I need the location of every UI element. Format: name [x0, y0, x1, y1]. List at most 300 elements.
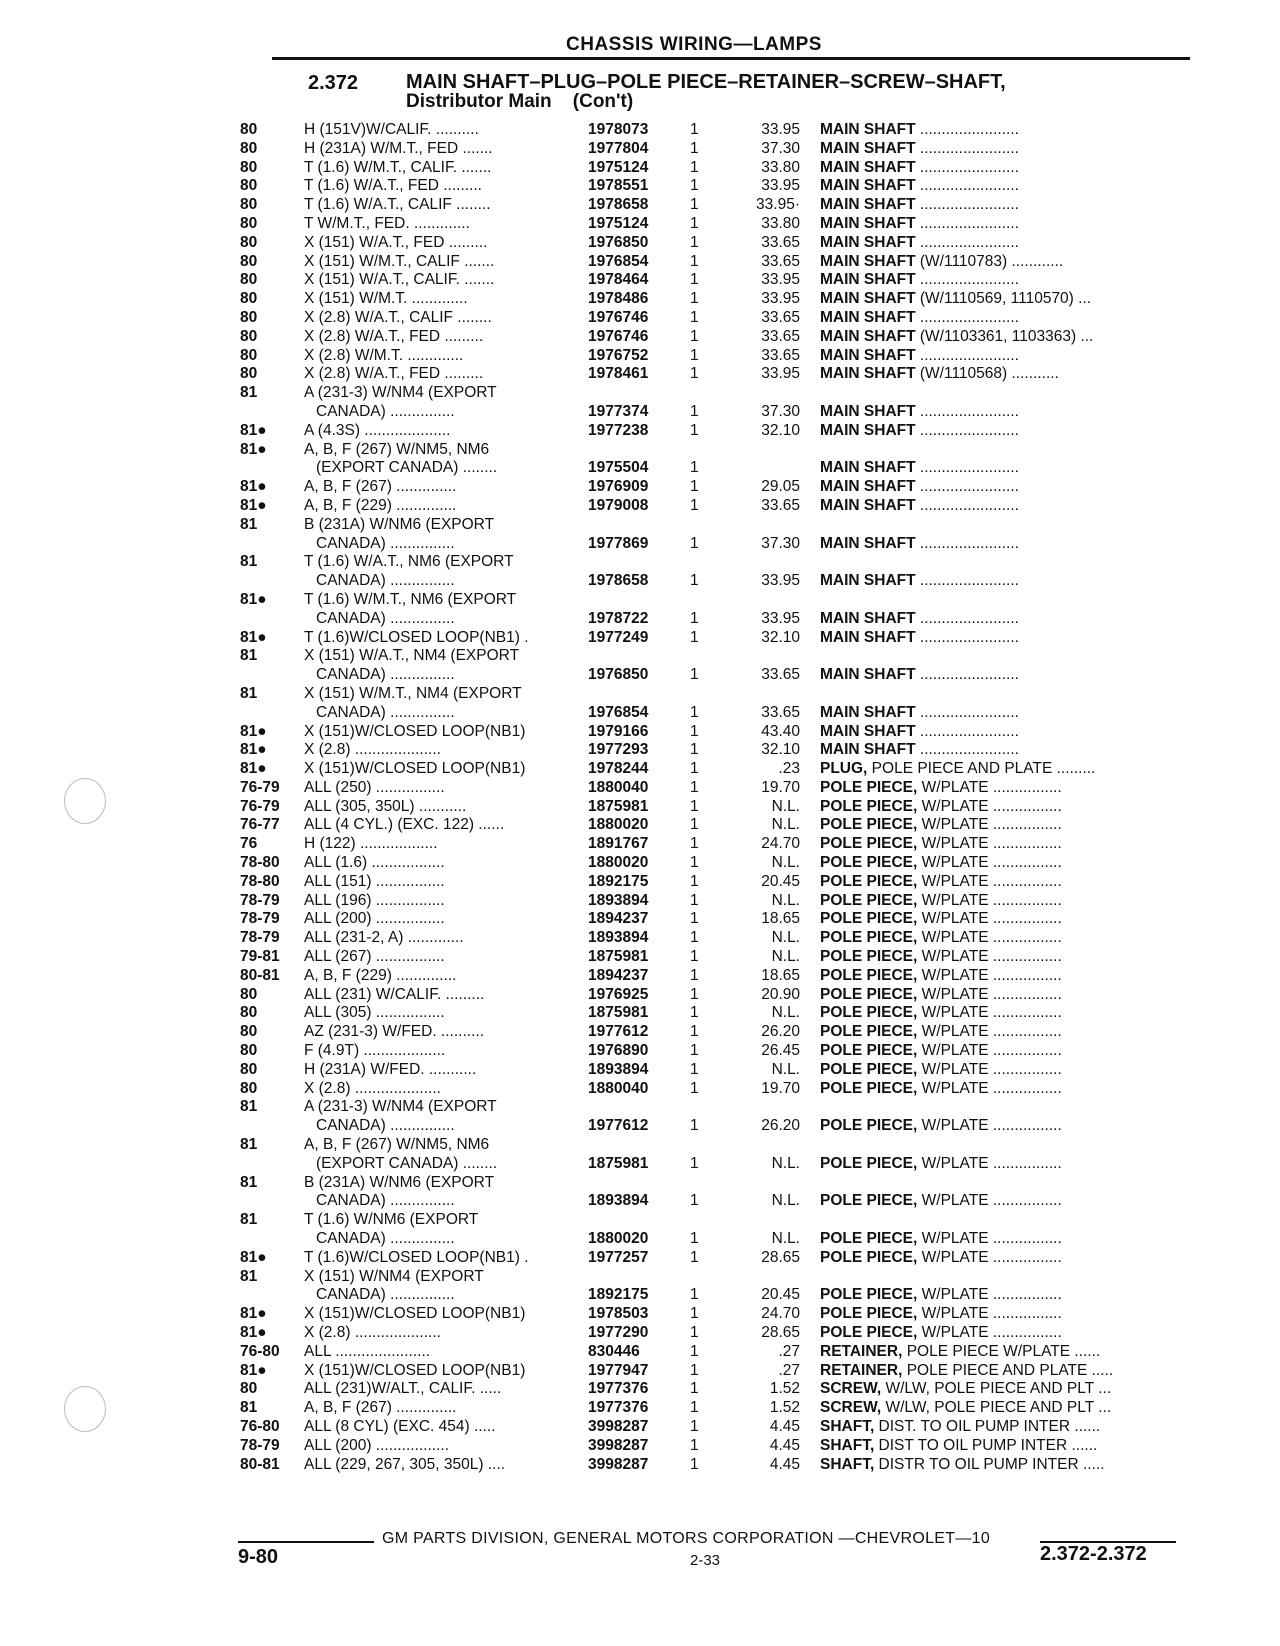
- part-name: MAIN SHAFT: [820, 402, 916, 420]
- application: X (151)W/CLOSED LOOP(NB1): [304, 1305, 526, 1323]
- model-year: 76: [240, 835, 258, 853]
- part-number: 1977238: [588, 421, 649, 439]
- description: [820, 798, 1062, 817]
- part-name: POLE PIECE,: [820, 1079, 918, 1097]
- part-detail: W/PLATE ................: [917, 1004, 1062, 1022]
- price: 33.65: [761, 496, 800, 514]
- part-name: MAIN SHAFT: [820, 609, 916, 627]
- model-year: 81: [240, 1211, 258, 1229]
- table-row: [0, 666, 1280, 685]
- price: .27: [778, 1342, 800, 1360]
- part-name: POLE PIECE,: [820, 1230, 918, 1248]
- application: CANADA) ...............: [316, 572, 455, 590]
- model-year: 80: [240, 1023, 258, 1041]
- price: 33.95: [761, 290, 800, 308]
- quantity: 1: [690, 835, 699, 853]
- part-number: 1977376: [588, 1380, 649, 1398]
- description: [820, 873, 1062, 892]
- part-number: 1975504: [588, 459, 649, 477]
- price: 19.70: [761, 778, 800, 796]
- model-year: 80: [240, 252, 258, 270]
- quantity: 1: [690, 1192, 699, 1210]
- part-number: 1875981: [588, 1004, 649, 1022]
- quantity: 1: [690, 985, 699, 1003]
- quantity: 1: [690, 1305, 699, 1323]
- model-year: 78-79: [240, 891, 280, 909]
- price: N.L.: [771, 929, 800, 947]
- table-row: [0, 723, 1280, 742]
- model-year: 78-79: [240, 1436, 280, 1454]
- table-row: [0, 572, 1280, 591]
- quantity: 1: [690, 816, 699, 834]
- part-name: POLE PIECE,: [820, 872, 918, 890]
- application: X (2.8) ....................: [304, 741, 441, 759]
- part-detail: W/PLATE ................: [917, 1154, 1062, 1172]
- model-year: 78-79: [240, 929, 280, 947]
- quantity: 1: [690, 1417, 699, 1435]
- part-number: 1880020: [588, 854, 649, 872]
- application: ALL (200) .................: [304, 1436, 450, 1454]
- part-name: MAIN SHAFT: [820, 478, 916, 496]
- part-name: RETAINER,: [820, 1342, 903, 1360]
- price: N.L.: [771, 797, 800, 815]
- table-row: [0, 459, 1280, 478]
- model-year: 81: [240, 515, 258, 533]
- quantity: 1: [690, 121, 699, 138]
- part-detail: .......................: [915, 308, 1019, 326]
- part-detail: W/PLATE ................: [917, 948, 1062, 966]
- model-year: 80: [240, 271, 258, 289]
- part-name: SCREW,: [820, 1399, 882, 1417]
- application: X (2.8) W/A.T., FED .........: [304, 365, 484, 383]
- part-number: 1978464: [588, 271, 649, 289]
- part-detail: W/PLATE ................: [917, 872, 1062, 890]
- quantity: 1: [690, 1436, 699, 1454]
- application: A, B, F (229) ..............: [304, 966, 457, 984]
- part-detail: W/PLATE ................: [917, 854, 1062, 872]
- part-detail: (W/1110569, 1110570) ...: [915, 290, 1092, 308]
- part-number: 1893894: [588, 1192, 649, 1210]
- application: T (1.6) W/A.T., NM6 (EXPORT: [304, 553, 514, 571]
- description: [820, 1362, 1113, 1381]
- application: X (151) W/M.T., NM4 (EXPORT: [304, 684, 522, 702]
- model-year: 76-80: [240, 1417, 280, 1435]
- part-detail: W/PLATE ................: [917, 1324, 1062, 1341]
- part-number: 1892175: [588, 872, 649, 890]
- table-row: [0, 516, 1280, 535]
- application: A, B, F (267) W/NM5, NM6: [304, 440, 490, 458]
- quantity: 1: [690, 327, 699, 345]
- price: 33.65: [761, 308, 800, 326]
- part-number: 1978658: [588, 196, 649, 214]
- part-detail: DIST TO OIL PUMP INTER ......: [874, 1436, 1098, 1454]
- model-year: 80: [240, 196, 258, 214]
- quantity: 1: [690, 196, 699, 214]
- price: 29.05: [761, 478, 800, 496]
- part-detail: W/PLATE ................: [917, 1286, 1062, 1304]
- table-row: [0, 1286, 1280, 1305]
- table-row: [0, 215, 1280, 234]
- application: ALL (229, 267, 305, 350L) ....: [304, 1455, 506, 1473]
- application: X (151) W/A.T., FED .........: [304, 233, 488, 251]
- model-year: 80: [240, 158, 258, 176]
- header-rule: [272, 57, 1190, 60]
- part-detail: W/PLATE ................: [917, 1305, 1062, 1323]
- part-name: POLE PIECE,: [820, 948, 918, 966]
- price: N.L.: [771, 1004, 800, 1022]
- table-row: [0, 629, 1280, 648]
- application: T W/M.T., FED. .............: [304, 214, 470, 232]
- part-detail: W/PLATE ................: [917, 835, 1062, 853]
- model-year: 81: [240, 553, 258, 571]
- application: X (151) W/A.T., CALIF. .......: [304, 271, 495, 289]
- application: T (1.6) W/A.T., CALIF ........: [304, 196, 491, 214]
- model-year: 81: [240, 1399, 258, 1417]
- quantity: 1: [690, 534, 699, 552]
- model-year: 80-81: [240, 966, 280, 984]
- part-detail: .......................: [915, 158, 1019, 176]
- description: [820, 234, 1019, 253]
- table-row: [0, 1230, 1280, 1249]
- application: ALL (250) ................: [304, 778, 445, 796]
- part-name: MAIN SHAFT: [820, 177, 916, 195]
- price: 33.65: [761, 233, 800, 251]
- quantity: 1: [690, 966, 699, 984]
- description: [820, 1380, 1111, 1399]
- section-title-line2: Distributor Main (Con't): [406, 91, 634, 112]
- application: ALL (4 CYL.) (EXC. 122) ......: [304, 816, 505, 834]
- description: [820, 910, 1062, 929]
- description: [820, 723, 1019, 742]
- table-row: [0, 704, 1280, 723]
- description: [820, 1023, 1062, 1042]
- part-detail: W/PLATE ................: [917, 910, 1062, 928]
- price: 1.52: [769, 1399, 800, 1417]
- quantity: 1: [690, 609, 699, 627]
- table-row: [0, 403, 1280, 422]
- footer-date-code: 9-80: [238, 1546, 279, 1568]
- application: CANADA) ...............: [316, 703, 455, 721]
- application: A, B, F (267) W/NM5, NM6: [304, 1136, 490, 1154]
- application: X (2.8) W/A.T., CALIF ........: [304, 308, 492, 326]
- quantity: 1: [690, 459, 699, 477]
- part-name: POLE PIECE,: [820, 891, 918, 909]
- part-number: 1976890: [588, 1042, 649, 1060]
- model-year: 80: [240, 177, 258, 195]
- part-number: 1976746: [588, 327, 649, 345]
- part-detail: .......................: [915, 177, 1019, 195]
- model-year: 80: [240, 308, 258, 326]
- part-number: 1978658: [588, 572, 649, 590]
- description: [820, 1155, 1062, 1174]
- part-number: 1891767: [588, 835, 649, 853]
- description: [820, 1286, 1062, 1305]
- description: [820, 892, 1062, 911]
- model-year: 80-81: [240, 1455, 280, 1473]
- quantity: 1: [690, 271, 699, 289]
- section-title-line1: MAIN SHAFT–PLUG–POLE PIECE–RETAINER–SCREW–SHAFT,: [406, 71, 1006, 93]
- application: ALL (267) ................: [304, 948, 445, 966]
- part-detail: .......................: [915, 609, 1019, 627]
- description: [820, 666, 1019, 685]
- part-name: POLE PIECE,: [820, 1004, 918, 1022]
- application: H (231A) W/M.T., FED .......: [304, 139, 493, 157]
- table-row: [0, 347, 1280, 366]
- table-row: [0, 854, 1280, 873]
- table-row: [0, 1117, 1280, 1136]
- application: B (231A) W/NM6 (EXPORT: [304, 515, 495, 533]
- price: 20.45: [761, 872, 800, 890]
- description: [820, 1230, 1062, 1249]
- part-detail: W/PLATE ................: [917, 1060, 1062, 1078]
- footer-page-number: 2-33: [690, 1552, 721, 1569]
- price: 43.40: [761, 722, 800, 740]
- part-name: POLE PIECE,: [820, 835, 918, 853]
- model-year: 80: [240, 1042, 258, 1060]
- price: 37.30: [761, 402, 800, 420]
- table-row: [0, 929, 1280, 948]
- application: ALL (200) ................: [304, 910, 445, 928]
- quantity: 1: [690, 1154, 699, 1172]
- description: [820, 967, 1062, 986]
- application: AZ (231-3) W/FED. ..........: [304, 1023, 484, 1041]
- application: X (2.8) W/M.T. .............: [304, 346, 464, 364]
- part-detail: .......................: [915, 628, 1019, 646]
- description: [820, 948, 1062, 967]
- parts-list: [0, 121, 1280, 1474]
- price: 26.45: [761, 1042, 800, 1060]
- part-detail: W/PLATE ................: [917, 966, 1062, 984]
- description: [820, 215, 1019, 234]
- model-year: 80: [240, 327, 258, 345]
- quantity: 1: [690, 948, 699, 966]
- model-year: 81●: [240, 722, 267, 740]
- application: X (151) W/M.T., CALIF .......: [304, 252, 495, 270]
- description: [820, 816, 1062, 835]
- model-year: 80: [240, 346, 258, 364]
- application: H (122) ..................: [304, 835, 438, 853]
- price: 33.95: [761, 271, 800, 289]
- price: 33.65: [761, 703, 800, 721]
- part-name: MAIN SHAFT: [820, 534, 916, 552]
- application: A, B, F (267) ..............: [304, 1399, 457, 1417]
- part-name: MAIN SHAFT: [820, 421, 916, 439]
- description: [820, 328, 1093, 347]
- application: T (1.6) W/NM6 (EXPORT: [304, 1211, 479, 1229]
- price: 1.52: [769, 1380, 800, 1398]
- model-year: 81: [240, 1098, 258, 1116]
- section-number: 2.372: [308, 72, 359, 94]
- part-name: POLE PIECE,: [820, 985, 918, 1003]
- application: CANADA) ...............: [316, 609, 455, 627]
- table-row: [0, 967, 1280, 986]
- table-row: [0, 591, 1280, 610]
- price: 37.30: [761, 139, 800, 157]
- part-name: MAIN SHAFT: [820, 196, 916, 214]
- footer-rule-left: [238, 1541, 374, 1543]
- part-number: 3998287: [588, 1436, 649, 1454]
- description: [820, 704, 1019, 723]
- description: [820, 572, 1019, 591]
- price: 4.45: [769, 1417, 800, 1435]
- model-year: 76-79: [240, 778, 280, 796]
- application: ALL (305) ................: [304, 1004, 445, 1022]
- description: [820, 1042, 1062, 1061]
- price: N.L.: [771, 891, 800, 909]
- part-name: MAIN SHAFT: [820, 121, 916, 138]
- price: .23: [778, 760, 800, 778]
- model-year: 78-79: [240, 910, 280, 928]
- quantity: 1: [690, 797, 699, 815]
- application: T (1.6) W/M.T., NM6 (EXPORT: [304, 590, 517, 608]
- price: 33.65: [761, 346, 800, 364]
- model-year: 81: [240, 647, 258, 665]
- part-detail: .......................: [915, 421, 1019, 439]
- table-row: [0, 1080, 1280, 1099]
- model-year: 78-80: [240, 872, 280, 890]
- table-row: [0, 177, 1280, 196]
- table-row: [0, 309, 1280, 328]
- quantity: 1: [690, 1342, 699, 1360]
- part-detail: W/PLATE ................: [917, 1117, 1062, 1135]
- table-row: [0, 610, 1280, 629]
- price: 26.20: [761, 1117, 800, 1135]
- part-detail: W/PLATE ................: [917, 778, 1062, 796]
- part-name: MAIN SHAFT: [820, 308, 916, 326]
- part-number: 1894237: [588, 966, 649, 984]
- description: [820, 854, 1062, 873]
- part-name: MAIN SHAFT: [820, 572, 916, 590]
- price: 4.45: [769, 1455, 800, 1473]
- table-row: [0, 553, 1280, 572]
- part-number: 1976925: [588, 985, 649, 1003]
- part-detail: .......................: [915, 121, 1019, 138]
- application: CANADA) ...............: [316, 402, 455, 420]
- description: [820, 1399, 1111, 1418]
- quantity: 1: [690, 760, 699, 778]
- application: A (4.3S) ....................: [304, 421, 451, 439]
- table-row: [0, 779, 1280, 798]
- price: 32.10: [761, 421, 800, 439]
- description: [820, 835, 1062, 854]
- part-name: SHAFT,: [820, 1455, 875, 1473]
- part-number: 1892175: [588, 1286, 649, 1304]
- part-number: 1976854: [588, 252, 649, 270]
- quantity: 1: [690, 421, 699, 439]
- model-year: 81●: [240, 760, 267, 778]
- quantity: 1: [690, 252, 699, 270]
- part-number: 1978244: [588, 760, 649, 778]
- application: CANADA) ...............: [316, 1286, 455, 1304]
- application: X (2.8) ....................: [304, 1324, 441, 1341]
- part-name: MAIN SHAFT: [820, 741, 916, 759]
- part-name: POLE PIECE,: [820, 929, 918, 947]
- part-detail: DIST. TO OIL PUMP INTER ......: [874, 1417, 1101, 1435]
- price: 33.80: [761, 214, 800, 232]
- part-detail: DISTR TO OIL PUMP INTER .....: [874, 1455, 1105, 1473]
- part-number: 1979008: [588, 496, 649, 514]
- part-name: POLE PIECE,: [820, 1117, 918, 1135]
- description: [820, 1080, 1062, 1099]
- model-year: 81●: [240, 1305, 267, 1323]
- part-name: MAIN SHAFT: [820, 214, 916, 232]
- quantity: 1: [690, 703, 699, 721]
- model-year: 81: [240, 1136, 258, 1154]
- application: X (151) W/NM4 (EXPORT: [304, 1267, 484, 1285]
- table-row: [0, 1380, 1280, 1399]
- part-detail: W/PLATE ................: [917, 891, 1062, 909]
- part-name: POLE PIECE,: [820, 816, 918, 834]
- part-detail: W/PLATE ................: [917, 985, 1062, 1003]
- description: [820, 347, 1019, 366]
- part-number: 1977612: [588, 1023, 649, 1041]
- price: 33.95: [761, 365, 800, 383]
- model-year: 80: [240, 1004, 258, 1022]
- quantity: 1: [690, 402, 699, 420]
- application: ALL (231)W/ALT., CALIF. .....: [304, 1380, 502, 1398]
- quantity: 1: [690, 1004, 699, 1022]
- application: A (231-3) W/NM4 (EXPORT: [304, 384, 497, 402]
- part-name: SHAFT,: [820, 1436, 875, 1454]
- table-row: [0, 892, 1280, 911]
- description: [820, 629, 1019, 648]
- table-row: [0, 816, 1280, 835]
- quantity: 1: [690, 722, 699, 740]
- quantity: 1: [690, 308, 699, 326]
- part-detail: W/PLATE ................: [917, 1023, 1062, 1041]
- part-detail: .......................: [915, 666, 1019, 684]
- quantity: 1: [690, 1248, 699, 1266]
- quantity: 1: [690, 290, 699, 308]
- price: 18.65: [761, 966, 800, 984]
- description: [820, 159, 1019, 178]
- application: CANADA) ...............: [316, 666, 455, 684]
- part-detail: .......................: [915, 196, 1019, 214]
- table-row: [0, 910, 1280, 929]
- quantity: 1: [690, 1060, 699, 1078]
- part-name: MAIN SHAFT: [820, 666, 916, 684]
- quantity: 1: [690, 1324, 699, 1341]
- table-row: [0, 497, 1280, 516]
- table-row: [0, 1155, 1280, 1174]
- table-row: [0, 290, 1280, 309]
- price: 20.90: [761, 985, 800, 1003]
- price: N.L.: [771, 854, 800, 872]
- application: T (1.6) W/A.T., FED .........: [304, 177, 482, 195]
- table-row: [0, 1362, 1280, 1381]
- part-number: 1977804: [588, 139, 649, 157]
- part-detail: .......................: [915, 496, 1019, 514]
- part-detail: POLE PIECE W/PLATE ......: [902, 1342, 1101, 1360]
- price: 33.95: [761, 177, 800, 195]
- part-detail: (W/1110783) ............: [915, 252, 1064, 270]
- table-row: [0, 760, 1280, 779]
- table-row: [0, 1136, 1280, 1155]
- part-number: 1880020: [588, 816, 649, 834]
- table-row: [0, 1023, 1280, 1042]
- table-row: [0, 1418, 1280, 1437]
- part-name: MAIN SHAFT: [820, 365, 916, 383]
- price: 33.95·: [756, 196, 800, 214]
- part-name: POLE PIECE,: [820, 1023, 918, 1041]
- part-detail: .......................: [915, 271, 1019, 289]
- table-row: [0, 1042, 1280, 1061]
- table-row: [0, 1004, 1280, 1023]
- application: T (1.6)W/CLOSED LOOP(NB1) .: [304, 1248, 529, 1266]
- part-number: 1978486: [588, 290, 649, 308]
- part-number: 1976854: [588, 703, 649, 721]
- part-number: 1893894: [588, 1060, 649, 1078]
